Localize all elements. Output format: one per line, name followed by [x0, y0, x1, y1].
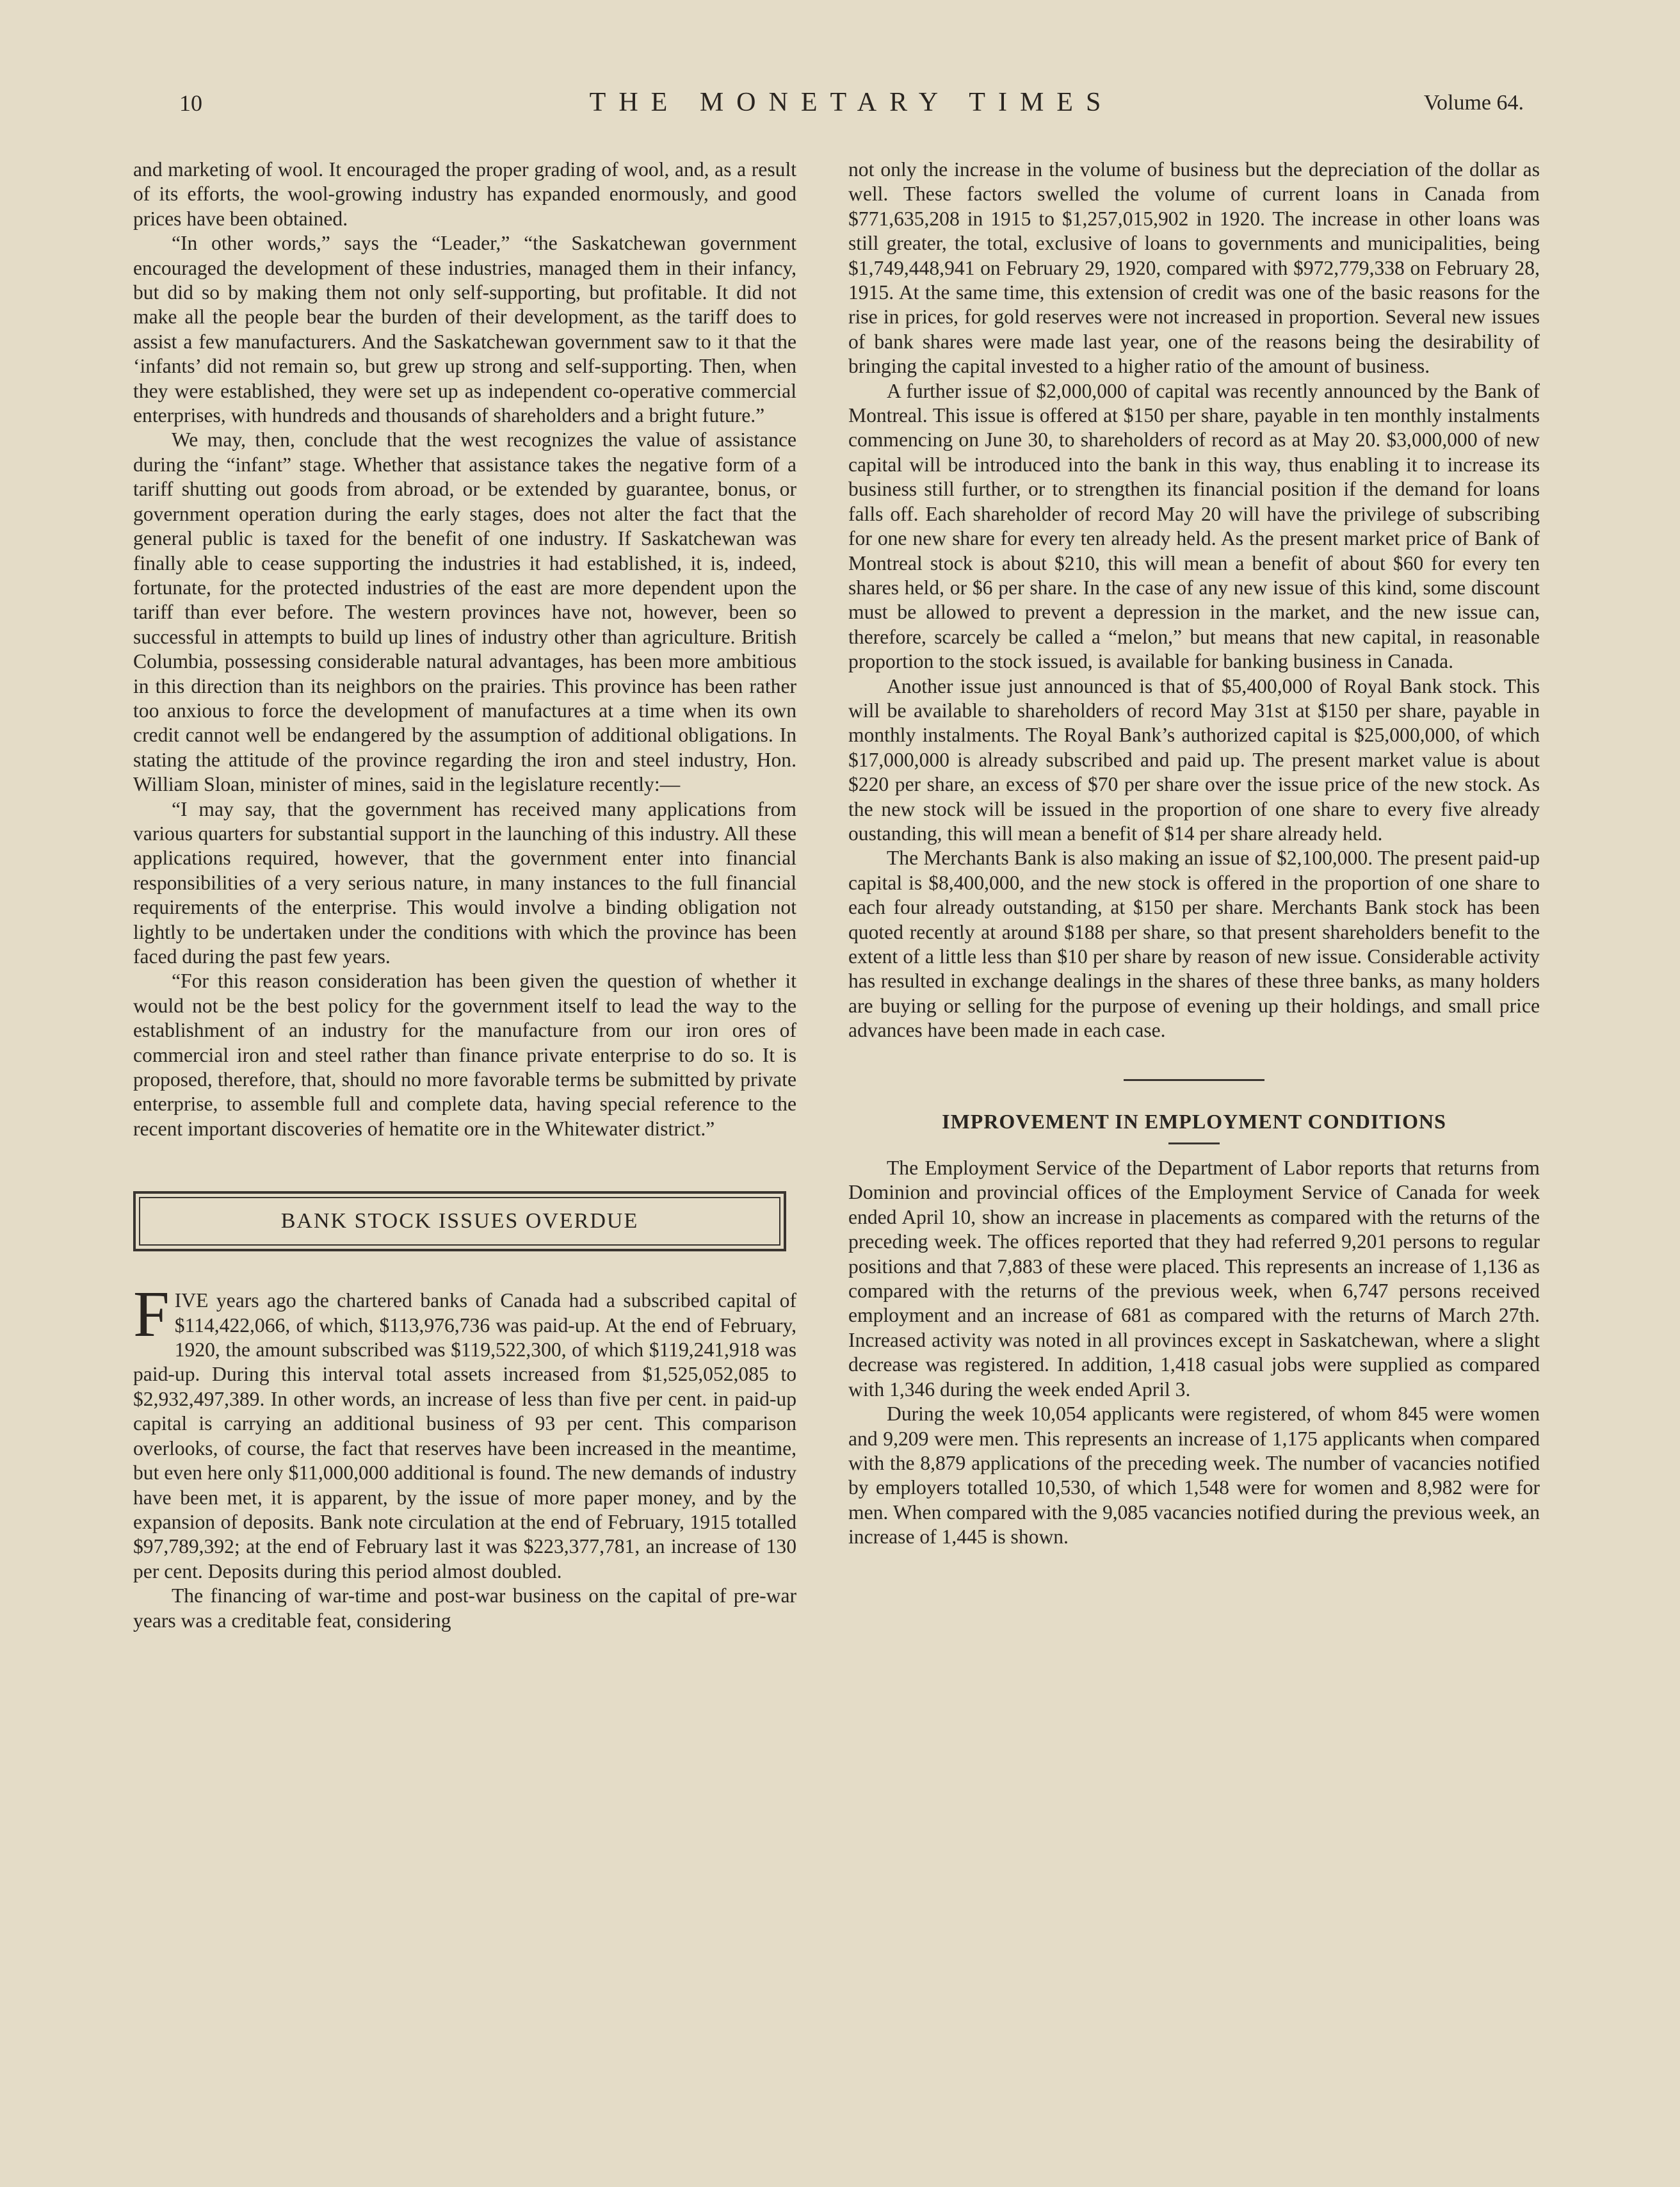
section-heading-box [133, 1191, 786, 1251]
heading-underline [1168, 1142, 1220, 1144]
publication-title: THE MONETARY TIMES [589, 88, 1114, 117]
section-heading: BANK STOCK ISSUES OVERDUE [139, 1197, 780, 1246]
paragraph: “For this reason consideration has been given the question of whether it would not be the best policy for the government itself to lead the way to the establishment of an industry for the manufacture from our iron ores of commercial iron and steel rather than finance private enterprise to do so. It is proposed, therefore, that, should no more favorable terms be submitted by private enterprise, to assemble full and complete data, having special reference to the recent important discoveries of hematite ore in the Whitewater district.” [133, 970, 796, 1140]
lead-paragraph-text: IVE years ago the chartered banks of Canada had a subscribed capital of $114,422,066, of which, $113,976,736 was paid-up. At the end of February, 1920, the amount subscribed was $119,522,300, of which $119,241,918 was paid-up. During this interval total assets increased from $1,525,052,085 to $2,932,497,389. In other words, an increase of less than five per cent. in paid-up capital is carrying an additional business of 93 per cent. This comparison overlooks, of course, the fact that reserves have been increased in the meantime, but even here only $11,000,000 additional is found. The new demands of industry have been met, it is apparent, by the issue of more paper money, and by the expansion of deposits. Bank note circulation at the end of February, 1915 totalled $97,789,392; at the end of February last it was $223,377,781, an increase of 130 per cent. Deposits during this period almost doubled. [133, 1289, 796, 1582]
volume-label: Volume 64. [1423, 91, 1524, 115]
right-column [848, 158, 1540, 1550]
paragraph: A further issue of $2,000,000 of capital was recently announced by the Bank of Montreal. This issue is offered at $150 per share, payable in ten monthly instalments commencing on June 30, to shareholders of record as at May 20. $3,000,000 of new capital will be introduced into the bank in this way, thus enabling it to increase its business still further, or to strengthen its financial position if the demand for loans falls off. Each shareholder of record May 20 will have the privilege of subscribing for one new share for every ten already held. As the present market price of Bank of Montreal stock is about $210, this will mean a benefit of about $60 for every ten shares held, or $6 per share. In the case of any new issue of this kind, some discount must be allowed to prevent a depression in the market, and the new issue can, therefore, scarcely be called a “melon,” but means that new capital, in reasonable proportion to the stock issued, is available for banking business in Canada. [848, 379, 1540, 673]
paragraph: and marketing of wool. It encouraged the proper grading of wool, and, as a result of its efforts, the wool-growing industry has expanded enormously, and good prices have been obtained. [133, 158, 796, 230]
paragraph: The Merchants Bank is also making an issue of $2,100,000. The present paid-up capital is $8,400,000, and the new stock is offered in the proportion of one share to each four already outstanding, at $150 per share. Merchants Bank stock has been quoted recently at around $188 per share, so that present shareholders benefit to the extent of a little less than $10 per share by reason of new issue. Considerable activity has resulted in exchange dealings in the shares of these three banks, as many holders are buying or selling for the purpose of evening up their holdings, and small price advances have been made in each case. [848, 847, 1540, 1042]
page-number: 10 [179, 90, 202, 116]
left-column [133, 158, 796, 1633]
paragraph: not only the increase in the volume of business but the depreciation of the dollar as well. These factors swelled the volume of current loans in Canada from $771,635,208 in 1915 to $1,257,015,902 in 1920. The increase in other loans was still greater, the total, exclusive of loans to governments and municipalities, being $1,749,448,941 on February 29, 1920, compared with $972,779,338 on February 28, 1915. At the same time, this extension of credit was one of the basic reasons for the rise in prices, for gold reserves were not increased in proportion. Several new issues of bank shares were made last year, one of the reasons being the desirability of bringing the capital invested to a higher ratio of the amount of business. [848, 158, 1540, 378]
paragraph: We may, then, conclude that the west recognizes the value of assistance during the “infant” stage. Whether that assistance takes the negative form of a tariff shutting out goods from abroad, or be extended by guarantee, bonus, or government operation during the early stages, does not alter the fact that the general public is taxed for the benefit of one industry. If Saskatchewan was finally able to cease supporting the industries it had established, it is, indeed, fortunate, for the protected industries of the east are more dependent upon the tariff than ever before. The western provinces have not, however, been so successful in attempts to build up lines of industry other than agriculture. British Columbia, possessing considerable natural advantages, has been more ambitious in this direction than its neighbors on the prairies. This province has been rather too anxious to force the development of manufactures at a time when its own credit cannot well be endangered by the assumption of additional obligations. In stating the attitude of the province regarding the iron and steel industry, Hon. William Sloan, minister of mines, said in the legislature recently:— [133, 428, 796, 796]
lead-paragraph [133, 1278, 796, 1584]
page-header [179, 90, 1524, 128]
paragraph: “I may say, that the government has received many applications from various quarters for substantial support in the launching of this industry. All these applications required, however, that the government enter into financial responsibilities of a very serious nature, in many instances to the full financial requirements of the enterprise. This would involve a binding obligation not lightly to be undertaken under the conditions with which the province has been faced during the past few years. [133, 797, 796, 968]
section-divider [1124, 1079, 1264, 1081]
paragraph: During the week 10,054 applicants were registered, of whom 845 were women and 9,209 were men. This represents an increase of 1,175 applicants when compared with the 8,879 applications of the preceding week. The number of vacancies notified by employers totalled 10,530, of which 1,548 were for women and 8,982 were for men. When compared with the 9,085 vacancies notified during the previous week, an increase of 1,445 is shown. [848, 1402, 1540, 1549]
paragraph: “In other words,” says the “Leader,” “the Saskatchewan government encouraged the development of these industries, managed them in their infancy, but did so by making them not only self-supporting, but profitable. It did not make all the people bear the burden of their development, as the tariff does to assist a few manufacturers. And the Saskatchewan government saw to it that the ‘infants’ did not remain so, but grew up strong and self-supporting. Then, when they were established, they were set up as independent co-operative commercial enterprises, with hundreds and thousands of shareholders and a bright future.” [133, 232, 796, 427]
paragraph: Another issue just announced is that of $5,400,000 of Royal Bank stock. This will be available to shareholders of record May 31st at $150 per share, payable in monthly instalments. The Royal Bank’s authorized capital is $25,000,000, of which $17,000,000 is already subscribed and paid up. The present market value is about $220 per share, an excess of $70 per share over the issue price of the new stock. As the new stock will be issued in the proportion of one share to every five already oustanding, this will mean a benefit of $14 per share already held. [848, 674, 1540, 845]
paragraph: The Employment Service of the Department of Labor reports that returns from Dominion and provincial offices of the Employment Service of Canada for week ended April 10, show an increase in placements as compared with the returns of the preceding week. The offices reported that they had referred 9,201 persons to regular positions and that 7,883 of these were placed. This represents an increase of 1,136 as compared with the returns of the previous week, when 6,747 persons received employment and an increase of 681 as compared with the returns of March 27th. Increased activity was noted in all provinces except in Saskatchewan, where a slight decrease was registered. In addition, 1,418 casual jobs were supplied as compared with 1,346 during the week ended April 3. [848, 1157, 1540, 1401]
drop-cap: F [133, 1278, 170, 1351]
section-heading: IMPROVEMENT IN EMPLOYMENT CONDITIONS [942, 1109, 1446, 1133]
paragraph: The financing of war-time and post-war business on the capital of pre-war years was a creditable feat, considering [133, 1584, 796, 1632]
